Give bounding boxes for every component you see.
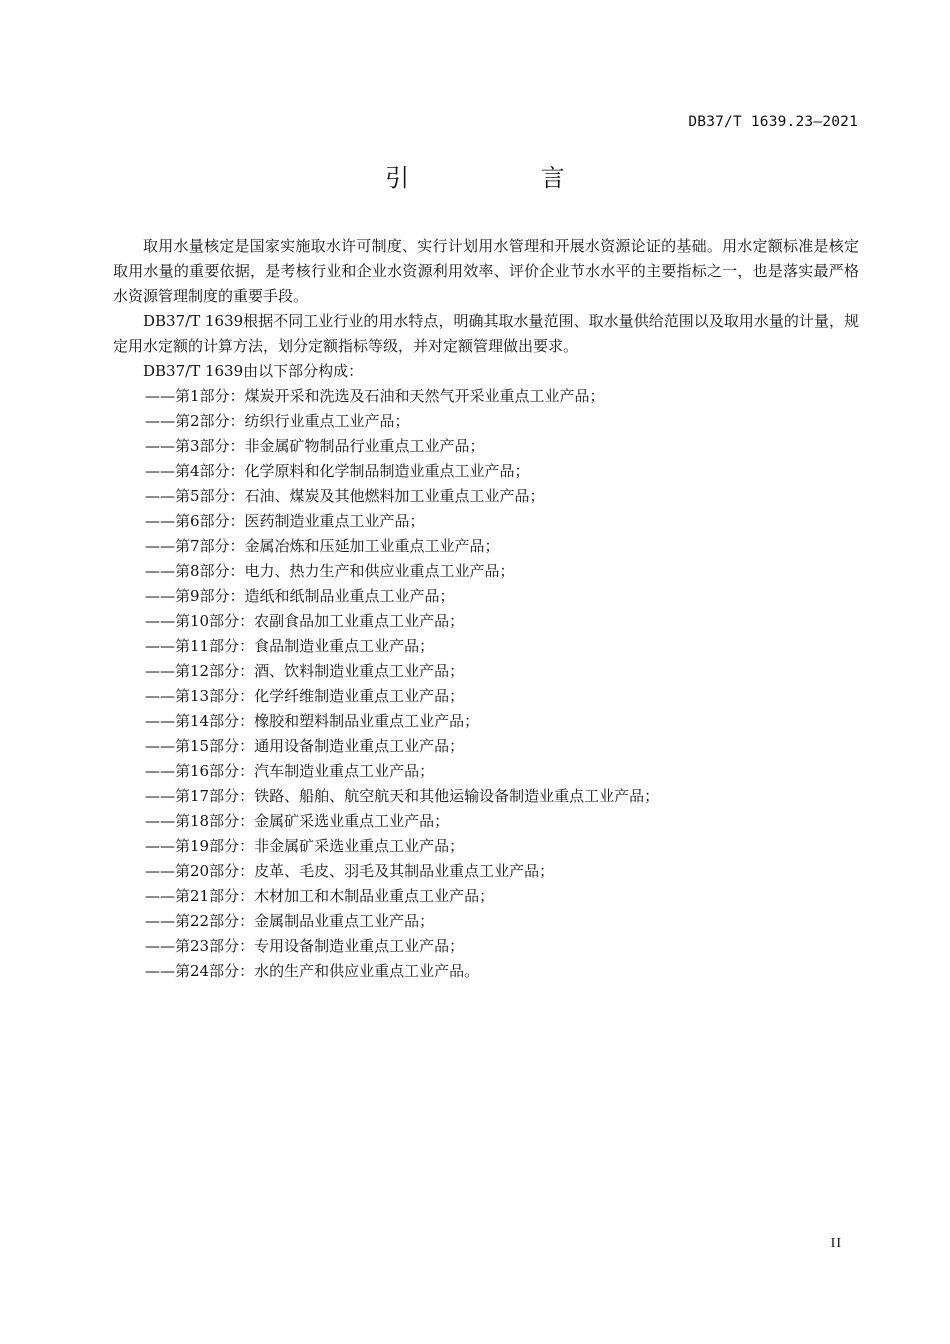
list-item: ——第3部分：非金属矿物制品行业重点工业产品；: [145, 437, 485, 455]
list-item: ——第2部分：纺织行业重点工业产品；: [145, 412, 410, 430]
page-title: 引 言: [385, 164, 627, 192]
list-item: ——第17部分：铁路、船舶、航空航天和其他运输设备制造业重点工业产品；: [145, 787, 660, 805]
list-item: ——第4部分：化学原料和化学制品制造业重点工业产品；: [145, 462, 530, 480]
list-item: ——第18部分：金属矿采选业重点工业产品；: [145, 812, 450, 830]
list-item: ——第21部分：木材加工和木制品业重点工业产品；: [145, 887, 495, 905]
document-code: DB37/T 1639.23—2021: [688, 114, 858, 130]
list-item: ——第8部分：电力、热力生产和供应业重点工业产品；: [145, 562, 515, 580]
list-item: ——第24部分：水的生产和供应业重点工业产品。: [145, 962, 480, 980]
list-item: ——第23部分：专用设备制造业重点工业产品；: [145, 937, 465, 955]
page-number: II: [830, 1236, 842, 1251]
list-item: ——第22部分：金属制品业重点工业产品；: [145, 912, 435, 930]
list-item: ——第16部分：汽车制造业重点工业产品；: [145, 762, 435, 780]
list-item: ——第15部分：通用设备制造业重点工业产品；: [145, 737, 465, 755]
parts-list: [113, 384, 859, 984]
list-item: ——第1部分：煤炭开采和洗选及石油和天然气开采业重点工业产品；: [145, 387, 605, 405]
list-item: ——第9部分：造纸和纸制品业重点工业产品；: [145, 587, 455, 605]
intro-paragraph-3: DB37/T 1639由以下部分构成：: [143, 362, 364, 380]
list-item: ——第7部分：金属冶炼和压延加工业重点工业产品；: [145, 537, 500, 555]
list-item: ——第6部分：医药制造业重点工业产品；: [145, 512, 425, 530]
list-item: ——第14部分：橡胶和塑料制品业重点工业产品；: [145, 712, 480, 730]
intro-paragraph-2: DB37/T 1639根据不同工业行业的用水特点，明确其取水量范围、取水量供给范围以及取用水量的计量，规定用水定额的计算方法，划分定额指标等级，并对定额管理做出要求。: [113, 312, 859, 355]
list-item: ——第10部分：农副食品加工业重点工业产品；: [145, 612, 465, 630]
list-item: ——第20部分：皮革、毛皮、羽毛及其制品业重点工业产品；: [145, 862, 555, 880]
list-item: ——第12部分：酒、饮料制造业重点工业产品；: [145, 662, 465, 680]
list-item: ——第5部分：石油、煤炭及其他燃料加工业重点工业产品；: [145, 487, 545, 505]
list-item: ——第19部分：非金属矿采选业重点工业产品；: [145, 837, 465, 855]
list-item: ——第11部分：食品制造业重点工业产品；: [145, 637, 435, 655]
list-item: ——第13部分：化学纤维制造业重点工业产品；: [145, 687, 465, 705]
intro-paragraph-1: 取用水量核定是国家实施取水许可制度、实行计划用水管理和开展水资源论证的基础。用水定额标准是核定取用水量的重要依据，是考核行业和企业水资源利用效率、评价企业节水水平的主要指标之一，也是落实最严格水资源管理制度的重要手段。: [113, 237, 859, 305]
document-body: [113, 234, 859, 984]
